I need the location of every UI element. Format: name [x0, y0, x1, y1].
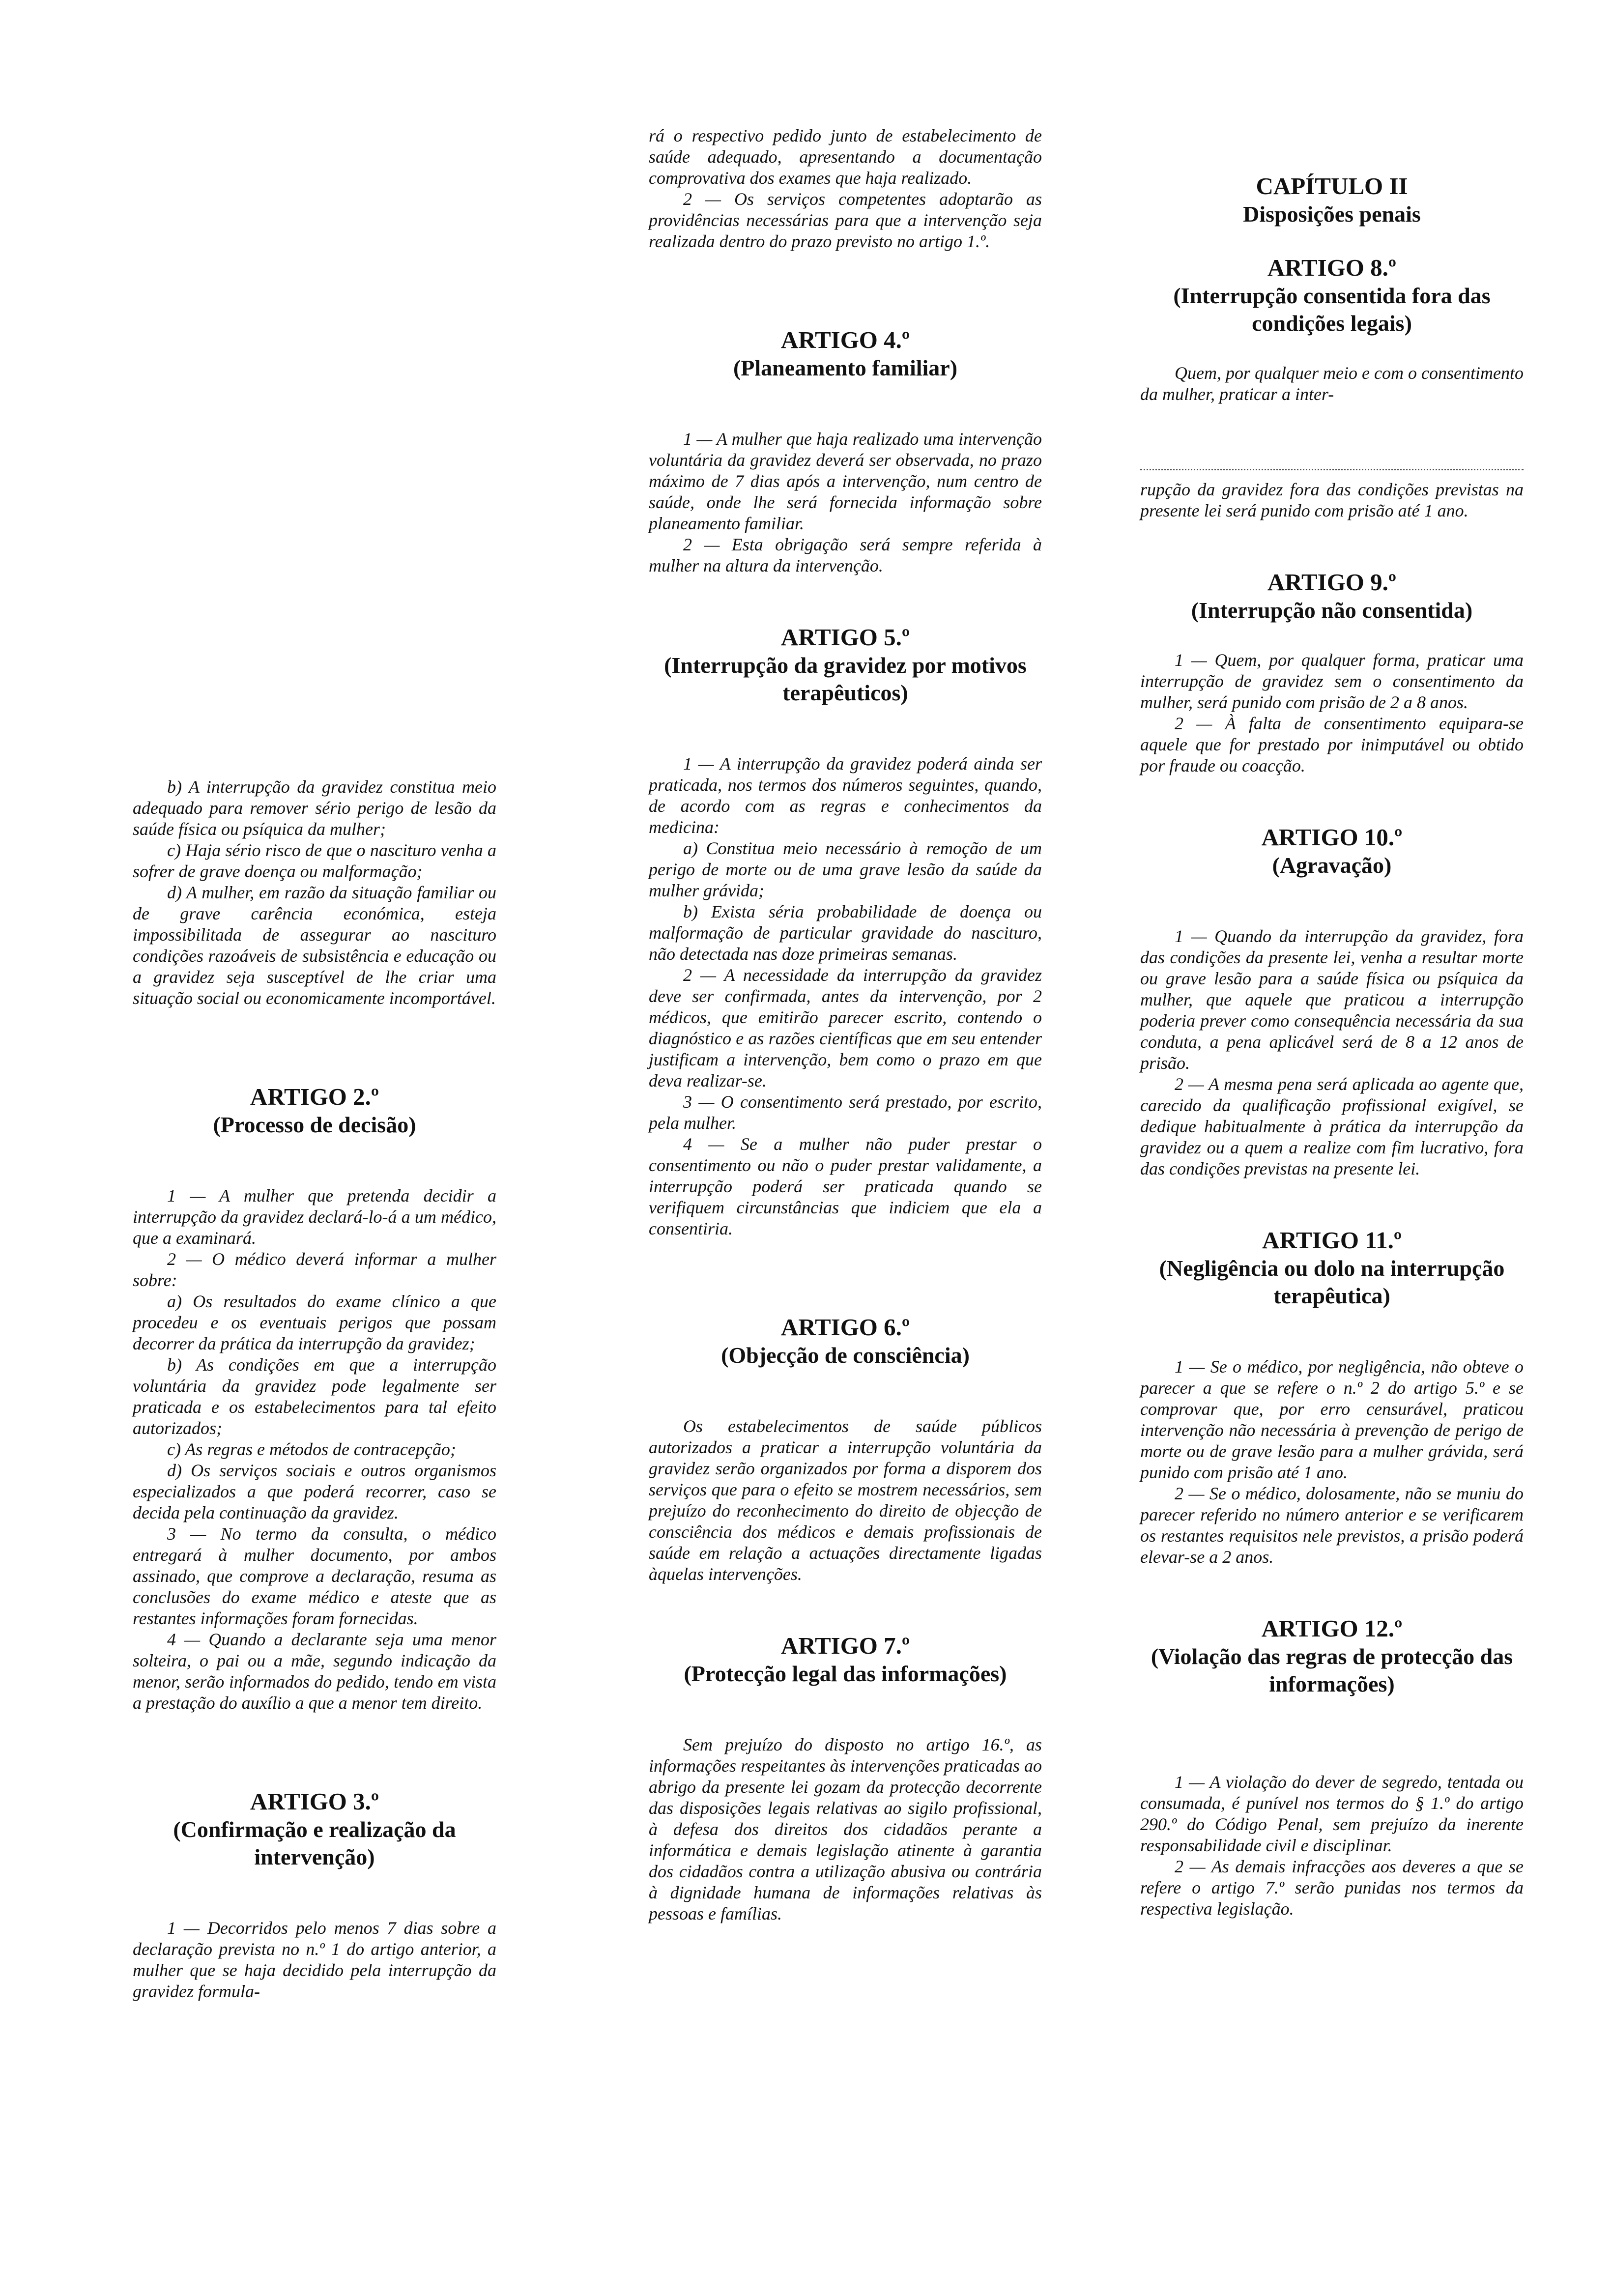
- art2-para: 4 — Quando a declarante seja uma menor solteira, o pai ou a mãe, segundo indicação da menor, serão informados do pedido, tendo em vista a prestação do auxílio a que a menor tem direito.: [133, 1630, 496, 1713]
- art12-title: ARTIGO 12.º: [1261, 1615, 1403, 1642]
- col2-intro: [649, 125, 1042, 252]
- col2-intro-para: 2 — Os serviços competentes adoptarão as providências necessárias para que a intervenção seja realizada dentro do prazo previsto no artigo 1.º.: [649, 189, 1042, 251]
- art2-para: 3 — No termo da consulta, o médico entregará à mulher documento, por ambos assinado, que comprove a declaração, resuma as conclusões do exame médico e ateste que as restantes informações foram fornecidas.: [133, 1524, 496, 1628]
- art12-subtitle: (Violação das regras de protecção das informações): [1151, 1644, 1513, 1696]
- art10-body: [1140, 926, 1524, 1179]
- art5-para: 1 — A interrupção da gravidez poderá ainda ser praticada, nos termos dos números seguintes, quando, de acordo com as regras e conhecimentos da medicina:: [649, 754, 1042, 837]
- art2-para: c) As regras e métodos de contracepção;: [167, 1439, 456, 1459]
- art9-para: 1 — Quem, por qualquer forma, praticar uma interrupção de gravidez sem o consentimento da mulher, será punido com prisão de 2 a 8 anos.: [1140, 650, 1524, 712]
- art11-para: 1 — Se o médico, por negligência, não obteve o parecer a que se refere o n.º 2 do artigo 5.º e se comprovar que, por erro censurável, praticou intervenção não necessária à prevenção de perigo de morte ou de grave lesão para a mulher grávida, será punido com prisão até 1 ano.: [1140, 1357, 1524, 1482]
- art5-para: b) Exista séria probabilidade de doença ou malformação de particular gravidade do nascituro, não detectada nas doze primeiras semanas.: [649, 902, 1042, 964]
- art8-body: [1140, 363, 1524, 521]
- art6-body: [649, 1416, 1042, 1585]
- art11-subtitle: (Negligência ou dolo na interrupção terapêutica): [1159, 1256, 1505, 1308]
- art9-title: ARTIGO 9.º: [1267, 569, 1397, 596]
- art9-body: [1140, 650, 1524, 776]
- art5-body: [649, 753, 1042, 1239]
- art2-title: ARTIGO 2.º: [250, 1083, 379, 1110]
- art7-para: Sem prejuízo do disposto no artigo 16.º, as informações respeitantes às intervenções praticadas ao abrigo da presente lei gozam da protecção decorrente das disposições legais relativas ao sigilo profissional, à defesa dos direitos dos cidadãos perante a informática e demais legislação atinente à garantia dos cidadãos contra a utilização abusiva ou contrária à dignidade humana de informações relativas às pessoas e famílias.: [649, 1735, 1042, 1923]
- art4-body: [649, 429, 1042, 576]
- column-middle: [649, 125, 1042, 1924]
- art3-para: 1 — Decorridos pelo menos 7 dias sobre a declaração prevista no n.º 1 do artigo anterior, a mulher que se haja decidido pela interrupção da gravidez formula-: [133, 1918, 496, 2001]
- art2-para: b) As condições em que a interrupção voluntária da gravidez pode legalmente ser praticada e os estabelecimentos para tal efeito autorizados;: [133, 1355, 496, 1438]
- art5-para: 2 — A necessidade da interrupção da gravidez deve ser confirmada, antes da intervenção, por 2 médicos, que emitirão parecer escrito, contendo o diagnóstico e as razões científicas que em seu entender justificam a intervenção, bem como o prazo em que deva realizar-se.: [649, 965, 1042, 1091]
- art12-para: 1 — A violação do dever de segredo, tentada ou consumada, é punível nos termos do § 1.º do artigo 290.º do Código Penal, sem prejuízo da inerente responsabilidade civil e disciplinar.: [1140, 1772, 1524, 1855]
- column-right: [1140, 172, 1524, 1920]
- art9-subtitle: (Interrupção não consentida): [1191, 598, 1473, 623]
- art4-para: 2 — Esta obrigação será sempre referida à mulher na altura da intervenção.: [649, 535, 1042, 575]
- art8-para-end: rupção da gravidez fora das condições previstas na presente lei será punido com prisão até 1 ano.: [1140, 480, 1524, 520]
- art5-title: ARTIGO 5.º: [780, 624, 910, 651]
- art3-subtitle: (Confirmação e realização da intervenção): [173, 1817, 456, 1869]
- art9-para: 2 — À falta de consentimento equipara-se aquele que for prestado por inimputável ou obtido por fraude ou coacção.: [1140, 714, 1524, 775]
- art10-para: 1 — Quando da interrupção da gravidez, fora das condições da presente lei, venha a resultar morte ou grave lesão para a saúde física ou psíquica da mulher, que aquele que praticou a interrupção poderia prever como consequência necessária da sua conduta, a pena aplicável será de 8 a 12 anos de prisão.: [1140, 926, 1524, 1073]
- art11-para: 2 — Se o médico, dolosamente, não se muniu do parecer referido no número anterior e se verificarem os restantes requisitos nele previstos, a prisão poderá elevar-se a 2 anos.: [1140, 1484, 1524, 1567]
- art5-para: 4 — Se a mulher não puder prestar o consentimento ou não o puder prestar validamente, a interrupção poderá ser praticada quando se verifiquem circunstâncias que indiciem que ela a consentiria.: [649, 1134, 1042, 1238]
- art5-para: a) Constitua meio necessário à remoção de um perigo de morte ou de uma grave lesão da saúde da mulher grávida;: [649, 838, 1042, 900]
- art6-para: Os estabelecimentos de saúde públicos autorizados a praticar a interrupção voluntária da gravidez serão organizados por forma a disporem dos serviços que para o efeito se mostrem necessários, sem prejuízo do reconhecimento do direito de objecção de consciência dos médicos e demais profissionais de saúde em relação a actuações directamente ligadas àquelas intervenções.: [649, 1416, 1042, 1584]
- art3-title: ARTIGO 3.º: [250, 1788, 379, 1815]
- column-left: [133, 776, 496, 2002]
- art6-subtitle: (Objecção de consciência): [721, 1343, 970, 1368]
- art10-para: 2 — A mesma pena será aplicada ao agente que, carecido da qualificação profissional exigível, se dedique habitualmente à prática da interrupção da gravidez ou a quem a realize com fim lucrativo, fora das condições previstas na presente lei.: [1140, 1074, 1524, 1178]
- art2-para: a) Os resultados do exame clínico a que procedeu e os eventuais perigos que possam decorrer da prática da interrupção da gravidez;: [133, 1292, 496, 1353]
- art2-para: 1 — A mulher que pretenda decidir a interrupção da gravidez declará-lo-á a um médico, que a examinará.: [133, 1186, 496, 1248]
- art10-subtitle: (Agravação): [1272, 853, 1392, 878]
- art2-para: d) Os serviços sociais e outros organismos especializados a que poderá recorrer, caso se decida pela continuação da gravidez.: [133, 1461, 496, 1522]
- col1-intro-para-c: c) Haja sério risco de que o nascituro venha a sofrer de grave doença ou malformação;: [133, 840, 496, 881]
- art2-para: 2 — O médico deverá informar a mulher sobre:: [133, 1249, 496, 1290]
- art5-para: 3 — O consentimento será prestado, por escrito, pela mulher.: [649, 1092, 1042, 1133]
- art11-title: ARTIGO 11.º: [1262, 1227, 1402, 1254]
- art4-para: 1 — A mulher que haja realizado uma intervenção voluntária da gravidez deverá ser observada, no prazo máximo de 7 dias após a intervenção, num centro de saúde, onde lhe será fornecida informação sobre planeamento familiar.: [649, 429, 1042, 533]
- art2-subtitle: (Processo de decisão): [213, 1112, 416, 1137]
- art4-subtitle: (Planeamento familiar): [733, 355, 958, 380]
- art12-para: 2 — As demais infracções aos deveres a que se refere o artigo 7.º serão punidas nos termos da respectiva legislação.: [1140, 1857, 1524, 1919]
- art7-body: [649, 1734, 1042, 1924]
- art11-body: [1140, 1356, 1524, 1568]
- art6-title: ARTIGO 6.º: [780, 1314, 910, 1341]
- art4-title: ARTIGO 4.º: [780, 326, 910, 353]
- chapter-title: CAPÍTULO II: [1256, 172, 1408, 200]
- art8-subtitle: (Interrupção consentida fora das condições legais): [1173, 283, 1491, 336]
- col1-intro-para-b: b) A interrupção da gravidez constitua meio adequado para remover sério perigo de lesão da saúde física ou psíquica da mulher;: [133, 777, 496, 839]
- art5-subtitle: (Interrupção da gravidez por motivos terapêuticos): [664, 653, 1027, 705]
- page-fold-rule: [1140, 469, 1524, 470]
- col1-intro: [133, 776, 496, 1009]
- col2-intro-para: rá o respectivo pedido junto de estabelecimento de saúde adequado, apresentando a documentação comprovativa dos exames que haja realizado.: [649, 126, 1042, 188]
- chapter-subtitle: Disposições penais: [1243, 201, 1421, 227]
- art7-title: ARTIGO 7.º: [780, 1632, 910, 1659]
- col1-intro-para-d: d) A mulher, em razão da situação familiar ou de grave carência económica, esteja impossibilitada de assegurar ao nascituro condições razoáveis de subsistência e educação ou a gravidez seja susceptível de lhe criar uma situação social ou economicamente incomportável.: [133, 883, 496, 1008]
- art2-body: [133, 1185, 496, 1714]
- art10-title: ARTIGO 10.º: [1261, 824, 1403, 851]
- art3-body: [133, 1918, 496, 2002]
- art8-para-start: Quem, por qualquer meio e com o consentimento da mulher, praticar a inter-: [1140, 363, 1524, 404]
- art12-body: [1140, 1772, 1524, 1920]
- art7-subtitle: (Protecção legal das informações): [684, 1661, 1007, 1686]
- art8-title: ARTIGO 8.º: [1267, 254, 1397, 281]
